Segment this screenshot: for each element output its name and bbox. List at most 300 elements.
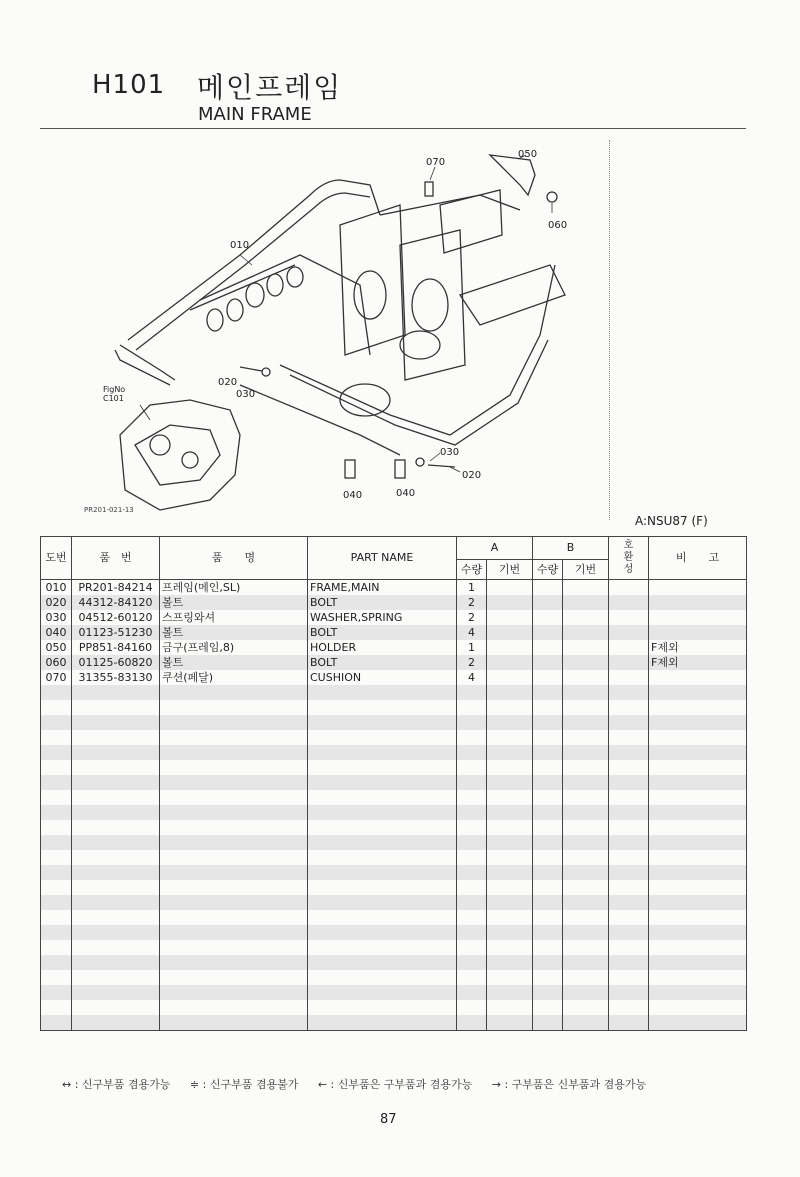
cell-empty [457, 940, 487, 955]
callout-030-upper: 030 [236, 389, 256, 400]
cell-empty [72, 835, 160, 850]
cell-empty [533, 865, 563, 880]
cell-name-ko: 쿠션(페달) [160, 670, 308, 685]
callout-070: 070 [426, 157, 446, 168]
cell-empty [308, 1000, 457, 1015]
cell-qty-a: 4 [457, 670, 487, 685]
cell-compat [609, 595, 649, 610]
cell-empty [487, 700, 533, 715]
cell-empty [563, 700, 609, 715]
cell-empty [609, 850, 649, 865]
cell-empty [487, 940, 533, 955]
table-row-empty [41, 700, 747, 715]
cell-qty-b [533, 580, 563, 596]
cell-empty [41, 970, 72, 985]
cell-empty [649, 955, 747, 970]
table-row [41, 625, 747, 640]
drawing-id: PR201-021-13 [84, 506, 134, 514]
cell-name-ko: 볼트 [160, 595, 308, 610]
cell-base-a [487, 580, 533, 596]
cell-empty [72, 730, 160, 745]
cell-empty [41, 850, 72, 865]
callout-figure-ref: FigNo C101 [103, 385, 126, 403]
cell-empty [609, 805, 649, 820]
cell-empty [308, 805, 457, 820]
cell-empty [41, 820, 72, 835]
cell-empty [308, 880, 457, 895]
cell-empty [308, 925, 457, 940]
cell-empty [160, 820, 308, 835]
table-row-empty [41, 745, 747, 760]
cell-empty [487, 715, 533, 730]
cell-empty [609, 760, 649, 775]
cell-empty [533, 730, 563, 745]
cell-empty [41, 955, 72, 970]
cell-qty-a: 2 [457, 595, 487, 610]
cell-empty [457, 715, 487, 730]
cell-part-name: BOLT [308, 625, 457, 640]
legend-item: ↔ : 신구부품 겸용가능 [62, 1078, 171, 1091]
cell-empty [487, 745, 533, 760]
cell-empty [308, 895, 457, 910]
cell-empty [41, 760, 72, 775]
cell-empty [649, 790, 747, 805]
cell-empty [41, 730, 72, 745]
cell-part-no: PP851-84160 [72, 640, 160, 655]
cell-empty [457, 700, 487, 715]
callout-020-upper: 020 [218, 377, 238, 388]
cell-remarks: F제외 [649, 640, 747, 655]
col-header-compat: 호환성 [609, 537, 649, 580]
cell-empty [609, 835, 649, 850]
cell-part-name: BOLT [308, 655, 457, 670]
cell-empty [487, 925, 533, 940]
cell-empty [308, 700, 457, 715]
callout-040-left: 040 [343, 490, 363, 501]
cell-empty [533, 745, 563, 760]
cell-empty [533, 955, 563, 970]
cell-empty [533, 1000, 563, 1015]
cell-empty [160, 805, 308, 820]
cell-name-ko: 스프링와셔 [160, 610, 308, 625]
cell-empty [457, 1015, 487, 1031]
cell-empty [308, 1015, 457, 1031]
cell-empty [563, 790, 609, 805]
cell-empty [457, 760, 487, 775]
cell-empty [72, 700, 160, 715]
cell-empty [649, 715, 747, 730]
cell-empty [533, 895, 563, 910]
cell-empty [457, 805, 487, 820]
cell-empty [649, 745, 747, 760]
callout-030-lower: 030 [440, 447, 460, 458]
cell-empty [609, 790, 649, 805]
cell-qty-a: 4 [457, 625, 487, 640]
cell-empty [72, 955, 160, 970]
cell-remarks [649, 610, 747, 625]
callout-020-lower: 020 [462, 470, 482, 481]
cell-empty [308, 970, 457, 985]
cell-empty [457, 955, 487, 970]
table-row-empty [41, 940, 747, 955]
cell-empty [609, 1015, 649, 1031]
cell-empty [457, 880, 487, 895]
cell-empty [649, 760, 747, 775]
cell-empty [160, 685, 308, 700]
cell-empty [72, 715, 160, 730]
cell-empty [308, 910, 457, 925]
cell-remarks [649, 580, 747, 596]
cell-part-no: 31355-83130 [72, 670, 160, 685]
cell-empty [609, 955, 649, 970]
table-row [41, 640, 747, 655]
cell-empty [457, 970, 487, 985]
cell-empty [563, 730, 609, 745]
cell-empty [649, 925, 747, 940]
cell-empty [563, 850, 609, 865]
cell-empty [533, 850, 563, 865]
table-row [41, 655, 747, 670]
col-header-part-name: PART NAME [308, 537, 457, 580]
cell-compat [609, 625, 649, 640]
cell-empty [533, 880, 563, 895]
cell-empty [563, 895, 609, 910]
cell-empty [487, 895, 533, 910]
cell-empty [41, 805, 72, 820]
cell-empty [72, 850, 160, 865]
callout-050: 050 [518, 149, 538, 160]
model-variant: A:NSU87 (F) [635, 514, 708, 528]
cell-qty-a: 2 [457, 655, 487, 670]
cell-empty [609, 970, 649, 985]
table-row-empty [41, 805, 747, 820]
cell-empty [41, 940, 72, 955]
cell-ref: 040 [41, 625, 72, 640]
cell-ref: 010 [41, 580, 72, 596]
cell-empty [609, 700, 649, 715]
page-number: 87 [380, 1112, 397, 1127]
cell-empty [563, 745, 609, 760]
cell-part-name: CUSHION [308, 670, 457, 685]
cell-empty [457, 835, 487, 850]
cell-empty [487, 820, 533, 835]
cell-remarks: F제외 [649, 655, 747, 670]
callout-010: 010 [230, 240, 250, 251]
cell-empty [457, 985, 487, 1000]
cell-empty [487, 955, 533, 970]
cell-part-name: FRAME,MAIN [308, 580, 457, 596]
cell-empty [563, 880, 609, 895]
cell-qty-b [533, 670, 563, 685]
section-code: H101 [92, 70, 166, 100]
cell-empty [563, 1015, 609, 1031]
cell-empty [72, 805, 160, 820]
cell-empty [160, 790, 308, 805]
callout-060: 060 [548, 220, 568, 231]
cell-empty [457, 865, 487, 880]
table-row-empty [41, 760, 747, 775]
cell-empty [160, 835, 308, 850]
cell-empty [649, 1015, 747, 1031]
cell-empty [160, 730, 308, 745]
cell-empty [41, 925, 72, 940]
table-row-empty [41, 865, 747, 880]
cell-empty [457, 790, 487, 805]
cell-base-b [563, 610, 609, 625]
cell-base-a [487, 625, 533, 640]
cell-empty [563, 775, 609, 790]
cell-empty [160, 970, 308, 985]
cell-empty [41, 910, 72, 925]
cell-empty [72, 775, 160, 790]
cell-empty [649, 1000, 747, 1015]
cell-part-name: WASHER,SPRING [308, 610, 457, 625]
cell-empty [41, 835, 72, 850]
cell-empty [308, 760, 457, 775]
cell-empty [533, 805, 563, 820]
cell-empty [649, 775, 747, 790]
cell-empty [487, 970, 533, 985]
parts-table [40, 536, 747, 1031]
cell-empty [160, 865, 308, 880]
cell-empty [563, 715, 609, 730]
cell-remarks [649, 670, 747, 685]
cell-empty [533, 775, 563, 790]
cell-empty [609, 985, 649, 1000]
cell-empty [609, 880, 649, 895]
col-header-remarks: 비 고 [649, 537, 747, 580]
cell-qty-b [533, 655, 563, 670]
cell-part-no: 04512-60120 [72, 610, 160, 625]
cell-empty [41, 745, 72, 760]
cell-empty [41, 865, 72, 880]
cell-empty [649, 985, 747, 1000]
cell-part-no: 01125-60820 [72, 655, 160, 670]
cell-empty [609, 895, 649, 910]
cell-qty-a: 2 [457, 610, 487, 625]
cell-empty [609, 775, 649, 790]
cell-empty [487, 1015, 533, 1031]
cell-empty [72, 820, 160, 835]
cell-empty [41, 685, 72, 700]
cell-empty [609, 940, 649, 955]
cell-base-a [487, 670, 533, 685]
cell-compat [609, 580, 649, 596]
cell-ref: 070 [41, 670, 72, 685]
cell-empty [649, 835, 747, 850]
cell-empty [160, 760, 308, 775]
cell-empty [72, 1015, 160, 1031]
cell-empty [487, 865, 533, 880]
cell-empty [160, 985, 308, 1000]
cell-empty [72, 940, 160, 955]
table-row-empty [41, 925, 747, 940]
col-header-base-b: 기번 [563, 560, 609, 580]
cell-empty [308, 835, 457, 850]
table-row-empty [41, 1015, 747, 1031]
cell-empty [308, 745, 457, 760]
table-row [41, 610, 747, 625]
cell-empty [160, 925, 308, 940]
table-row-empty [41, 880, 747, 895]
table-row-empty [41, 1000, 747, 1015]
cell-empty [563, 955, 609, 970]
col-header-ref: 도번 [41, 537, 72, 580]
cell-compat [609, 670, 649, 685]
cell-empty [563, 805, 609, 820]
cell-compat [609, 640, 649, 655]
cell-empty [160, 745, 308, 760]
cell-empty [457, 685, 487, 700]
cell-empty [563, 865, 609, 880]
cell-ref: 030 [41, 610, 72, 625]
cell-empty [308, 865, 457, 880]
cell-empty [649, 865, 747, 880]
cell-base-a [487, 640, 533, 655]
legend-item: ← : 신부품은 구부품과 겸용가능 [317, 1078, 473, 1091]
cell-empty [533, 910, 563, 925]
table-row-empty [41, 895, 747, 910]
table-row-empty [41, 730, 747, 745]
cell-empty [457, 730, 487, 745]
cell-empty [160, 1000, 308, 1015]
cell-empty [72, 880, 160, 895]
cell-empty [160, 715, 308, 730]
cell-name-ko: 볼트 [160, 655, 308, 670]
cell-empty [72, 760, 160, 775]
cell-empty [609, 730, 649, 745]
cell-empty [563, 985, 609, 1000]
cell-empty [649, 970, 747, 985]
cell-empty [41, 715, 72, 730]
cell-empty [308, 955, 457, 970]
cell-empty [533, 835, 563, 850]
main-frame-illustration [40, 135, 610, 527]
cell-base-b [563, 580, 609, 596]
cell-empty [609, 910, 649, 925]
col-header-qty-a: 수량 [457, 560, 487, 580]
cell-empty [533, 685, 563, 700]
cell-part-no: 01123-51230 [72, 625, 160, 640]
cell-empty [533, 925, 563, 940]
table-row-empty [41, 820, 747, 835]
cell-empty [609, 820, 649, 835]
col-header-base-a: 기번 [487, 560, 533, 580]
cell-empty [160, 895, 308, 910]
cell-empty [533, 985, 563, 1000]
cell-empty [487, 790, 533, 805]
cell-empty [563, 925, 609, 940]
cell-empty [160, 880, 308, 895]
cell-empty [563, 685, 609, 700]
cell-empty [649, 820, 747, 835]
cell-empty [41, 880, 72, 895]
cell-empty [308, 820, 457, 835]
header-rule [40, 128, 746, 129]
cell-empty [487, 805, 533, 820]
cell-empty [487, 1000, 533, 1015]
cell-empty [72, 985, 160, 1000]
cell-empty [72, 970, 160, 985]
cell-part-name: HOLDER [308, 640, 457, 655]
title-english: MAIN FRAME [198, 104, 312, 125]
cell-empty [457, 745, 487, 760]
cell-empty [160, 775, 308, 790]
cell-empty [160, 850, 308, 865]
cell-empty [649, 940, 747, 955]
cell-empty [308, 715, 457, 730]
cell-empty [72, 895, 160, 910]
col-header-group-a: A [457, 537, 533, 560]
cell-part-name: BOLT [308, 595, 457, 610]
cell-empty [609, 1000, 649, 1015]
cell-empty [457, 910, 487, 925]
cell-base-a [487, 610, 533, 625]
legend-item: ≑ : 신구부품 겸용불가 [189, 1078, 299, 1091]
cell-empty [649, 685, 747, 700]
cell-empty [72, 790, 160, 805]
cell-empty [649, 805, 747, 820]
cell-compat [609, 655, 649, 670]
cell-empty [72, 1000, 160, 1015]
cell-empty [41, 775, 72, 790]
cell-qty-b [533, 640, 563, 655]
cell-base-a [487, 595, 533, 610]
table-row-empty [41, 715, 747, 730]
title-korean: 메인프레임 [197, 71, 343, 104]
cell-empty [160, 700, 308, 715]
cell-ref: 020 [41, 595, 72, 610]
cell-ref: 060 [41, 655, 72, 670]
cell-empty [609, 715, 649, 730]
cell-base-a [487, 655, 533, 670]
cell-empty [487, 835, 533, 850]
cell-qty-b [533, 625, 563, 640]
cell-empty [533, 790, 563, 805]
cell-empty [609, 865, 649, 880]
cell-name-ko: 볼트 [160, 625, 308, 640]
cell-empty [487, 685, 533, 700]
cell-qty-b [533, 610, 563, 625]
cell-empty [649, 880, 747, 895]
cell-empty [487, 910, 533, 925]
cell-qty-a: 1 [457, 580, 487, 596]
table-row [41, 670, 747, 685]
cell-remarks [649, 595, 747, 610]
cell-empty [533, 700, 563, 715]
cell-empty [533, 820, 563, 835]
cell-empty [41, 895, 72, 910]
cell-empty [308, 775, 457, 790]
cell-empty [649, 850, 747, 865]
cell-empty [160, 910, 308, 925]
cell-qty-a: 1 [457, 640, 487, 655]
cell-empty [487, 985, 533, 1000]
cell-empty [41, 790, 72, 805]
cell-name-ko: 프레임(메인,SL) [160, 580, 308, 596]
cell-empty [160, 940, 308, 955]
table-row-empty [41, 955, 747, 970]
table-row-empty [41, 685, 747, 700]
cell-empty [563, 970, 609, 985]
cell-empty [609, 745, 649, 760]
cell-empty [487, 775, 533, 790]
cell-empty [72, 910, 160, 925]
table-row [41, 580, 747, 596]
cell-empty [487, 760, 533, 775]
cell-empty [563, 910, 609, 925]
cell-empty [533, 970, 563, 985]
